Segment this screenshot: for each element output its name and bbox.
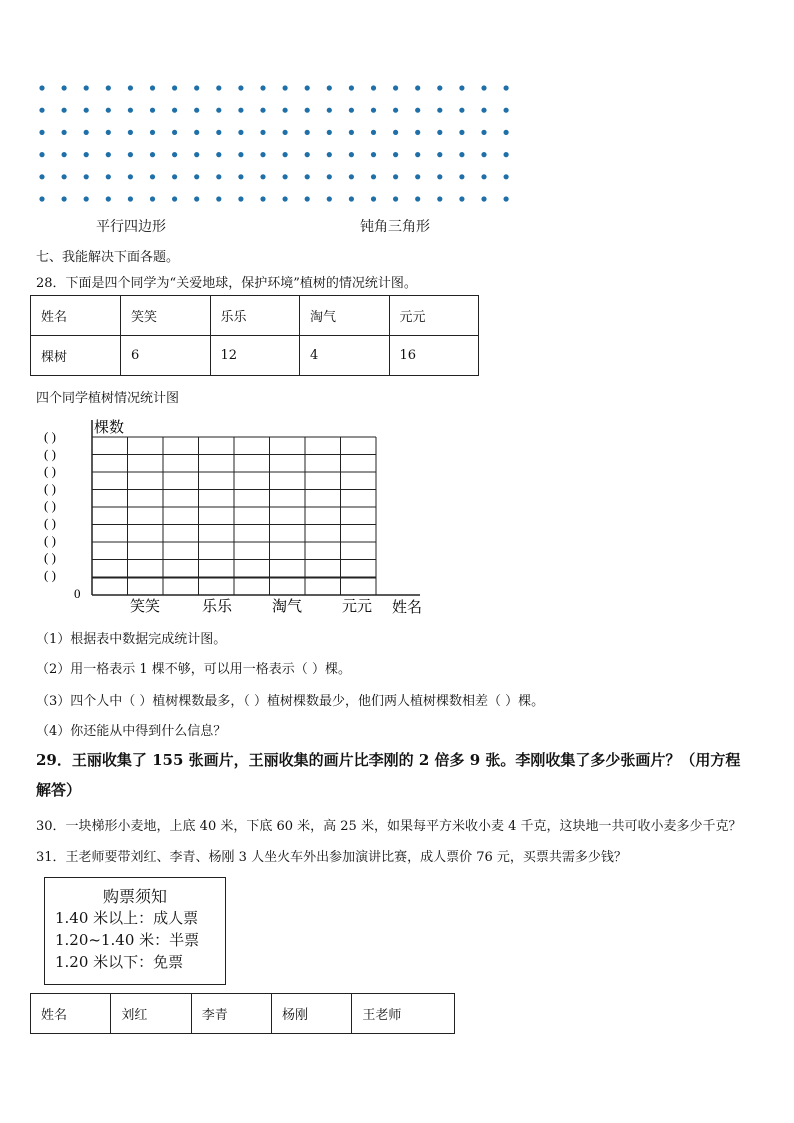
grid-dot [393,85,398,90]
grid-dot [481,174,486,179]
grid-dot [128,108,133,113]
grid-dot [128,174,133,179]
grid-dot [415,174,420,179]
grid-dot [194,152,199,157]
grid-dot [437,152,442,157]
grid-dot [349,130,354,135]
section-title: 七、我能解决下面各题。 [36,250,180,265]
grid-dot [305,130,310,135]
question-30-text: 30．一块梯形小麦地，上底 40 米，下底 60 米，高 25 米，如果每平方米收小麦 4 千克，这块地一共可收小麦多少千克？ [36,819,742,834]
grid-dot [172,85,177,90]
grid-dot [172,174,177,179]
grid-dot [39,85,44,90]
grid-dot [327,196,332,201]
question-29-line1: 29．王丽收集了 155 张画片，王丽收集的画片比李刚的 2 倍多 9 张。李刚收集了多少张画片？（用方程 [36,751,741,769]
grid-dot [305,174,310,179]
grid-dot [459,108,464,113]
grid-dot [393,130,398,135]
grid-dot [150,108,155,113]
grid-dot [459,174,464,179]
table-cell: 杨刚 [272,994,352,1034]
grid-dot [459,85,464,90]
grid-dot [84,196,89,201]
grid-dot [172,196,177,201]
table-cell: 笑笑 [121,296,211,336]
grid-dot [194,130,199,135]
grid-dot [504,85,509,90]
grid-dot [216,85,221,90]
table-cell: 6 [121,336,211,376]
grid-dot [327,152,332,157]
table-cell: 棵树 [31,336,121,376]
table-cell: 乐乐 [210,296,300,336]
x-tick-label: 乐乐 [202,599,233,615]
grid-dot [128,196,133,201]
notice-row: 1.20 米以下：免票 [55,953,184,971]
table-cell: 刘红 [111,994,191,1034]
grid-dot [216,108,221,113]
grid-dot [504,174,509,179]
table-cell: 12 [210,336,300,376]
grid-dot [327,108,332,113]
grid-dot [415,130,420,135]
y-tick-placeholder: ( ) [44,532,56,548]
grid-dot [260,174,265,179]
grid-dot [106,130,111,135]
notice-row: 1.20~1.40 米：半票 [55,931,200,949]
y-tick-placeholder: ( ) [44,498,56,514]
grid-dot [194,196,199,201]
ticket-notice-box [44,877,226,985]
grid-dot [238,130,243,135]
table-cell: 王老师 [352,994,455,1034]
grid-dot [150,152,155,157]
grid-dot [283,85,288,90]
table-cell: 元元 [389,296,479,336]
grid-dot [437,196,442,201]
grid-dot [504,108,509,113]
grid-dot [504,130,509,135]
grid-dot [437,174,442,179]
grid-dot [504,152,509,157]
x-axis-label: 姓名 [392,600,423,616]
grid-dot [349,108,354,113]
grid-dot [393,174,398,179]
grid-dot [172,108,177,113]
grid-dot [349,196,354,201]
grid-dot [283,108,288,113]
grid-dot [39,152,44,157]
grid-dot [393,108,398,113]
chart-title: 四个同学植树情况统计图 [36,391,180,406]
grid-dot [39,130,44,135]
grid-dot [106,152,111,157]
grid-dot [481,196,486,201]
y-tick-placeholder: ( ) [44,515,56,531]
grid-dot [393,196,398,201]
grid-dot [106,174,111,179]
question-28-sub4: （4）你还能从中得到什么信息？ [36,724,227,739]
grid-dot [150,196,155,201]
table-cell: 淘气 [300,296,390,336]
table-cell: 李青 [191,994,271,1034]
table-row [31,994,455,1034]
y-tick-placeholder: ( ) [44,429,56,444]
x-tick-label: 淘气 [272,599,303,615]
bar-chart [36,412,436,618]
grid-dot [150,85,155,90]
grid-dot [283,196,288,201]
grid-dot [305,196,310,201]
question-28-sub3: （3）四个人中（ ）植树棵数最多，（ ）植树棵数最少，他们两人植树棵数相差（ ）棵。 [36,694,545,709]
table-cell: 姓名 [31,994,111,1034]
y-tick-placeholder: ( ) [44,567,56,583]
names-table [30,993,455,1034]
grid-dot [415,196,420,201]
grid-dot [305,85,310,90]
x-tick-label: 笑笑 [130,599,161,615]
grid-dot [260,130,265,135]
grid-dot [238,108,243,113]
grid-dot [194,108,199,113]
table-row [31,336,479,376]
y-tick-placeholder: ( ) [44,480,56,496]
grid-dot [62,108,67,113]
table-cell: 姓名 [31,296,121,336]
grid-dot [150,174,155,179]
grid-dot [283,130,288,135]
grid-dot [260,108,265,113]
grid-dot [305,152,310,157]
table-row [31,296,479,336]
grid-dot [62,152,67,157]
grid-dot [238,174,243,179]
grid-dot [415,85,420,90]
question-28-text: 28．下面是四个同学为“关爱地球，保护环境”植树的情况统计图。 [36,276,417,291]
grid-dot [327,85,332,90]
grid-dot [238,85,243,90]
grid-dot [84,108,89,113]
grid-dot [481,130,486,135]
grid-dot [84,85,89,90]
x-tick-label: 元元 [342,599,373,615]
grid-dot [84,130,89,135]
grid-dot [260,85,265,90]
grid-dot [106,85,111,90]
grid-dot [84,174,89,179]
grid-dot [327,130,332,135]
grid-dot [62,85,67,90]
question-28-sub2: （2）用一格表示 1 棵不够，可以用一格表示（ ）棵。 [36,662,351,677]
grid-dot [84,152,89,157]
grid-dot [260,152,265,157]
grid-dot [371,85,376,90]
table-cell: 16 [389,336,479,376]
grid-dot [371,174,376,179]
grid-dot [371,152,376,157]
grid-dot [415,152,420,157]
grid-dot [327,174,332,179]
grid-dot [437,130,442,135]
grid-dot [349,174,354,179]
grid-dot [260,196,265,201]
grid-dot [106,108,111,113]
grid-dot [194,85,199,90]
y-tick-placeholder: ( ) [44,463,56,479]
grid-dot [459,196,464,201]
grid-dot [216,174,221,179]
grid-dot [39,174,44,179]
grid-dot [150,130,155,135]
y-tick-placeholder: ( ) [44,446,56,462]
grid-dot [216,152,221,157]
grid-dot [459,130,464,135]
grid-dot [172,130,177,135]
grid-dot [481,152,486,157]
grid-dot [371,196,376,201]
grid-dot [128,130,133,135]
y-tick-placeholder: ( ) [44,550,56,566]
grid-dot [62,130,67,135]
grid-dot [349,152,354,157]
grid-dot [106,196,111,201]
grid-dot [238,152,243,157]
label-parallelogram: 平行四边形 [96,219,166,235]
grid-dot [194,174,199,179]
grid-dot [504,196,509,201]
question-29-line2: 解答） [36,781,82,799]
grid-dot [459,152,464,157]
question-31-text: 31．王老师要带刘红、李青、杨刚 3 人坐火车外出参加演讲比赛，成人票价 76 元，买票共需多少钱？ [36,850,627,865]
origin-label: 0 [74,586,81,601]
grid-dot [305,108,310,113]
grid-dot [128,85,133,90]
grid-dot [415,108,420,113]
tree-table [30,295,479,376]
notice-row: 1.40 米以上：成人票 [55,909,199,927]
grid-dot [371,130,376,135]
label-obtuse-triangle: 钝角三角形 [360,219,430,235]
grid-dot [39,196,44,201]
notice-title: 购票须知 [102,887,167,906]
y-axis-label: 棵数 [94,420,125,436]
question-28-sub1: （1）根据表中数据完成统计图。 [36,632,227,647]
grid-dot [283,174,288,179]
grid-dot [172,152,177,157]
table-cell: 4 [300,336,390,376]
grid-dot [216,130,221,135]
dot-grid [36,82,516,206]
grid-dot [39,108,44,113]
grid-dot [283,152,288,157]
grid-dot [481,85,486,90]
grid-dot [128,152,133,157]
grid-dot [437,108,442,113]
grid-dot [481,108,486,113]
grid-dot [62,196,67,201]
grid-dot [349,85,354,90]
grid-dot [238,196,243,201]
grid-dot [371,108,376,113]
grid-dot [216,196,221,201]
grid-dot [393,152,398,157]
grid-dot [437,85,442,90]
grid-dot [62,174,67,179]
